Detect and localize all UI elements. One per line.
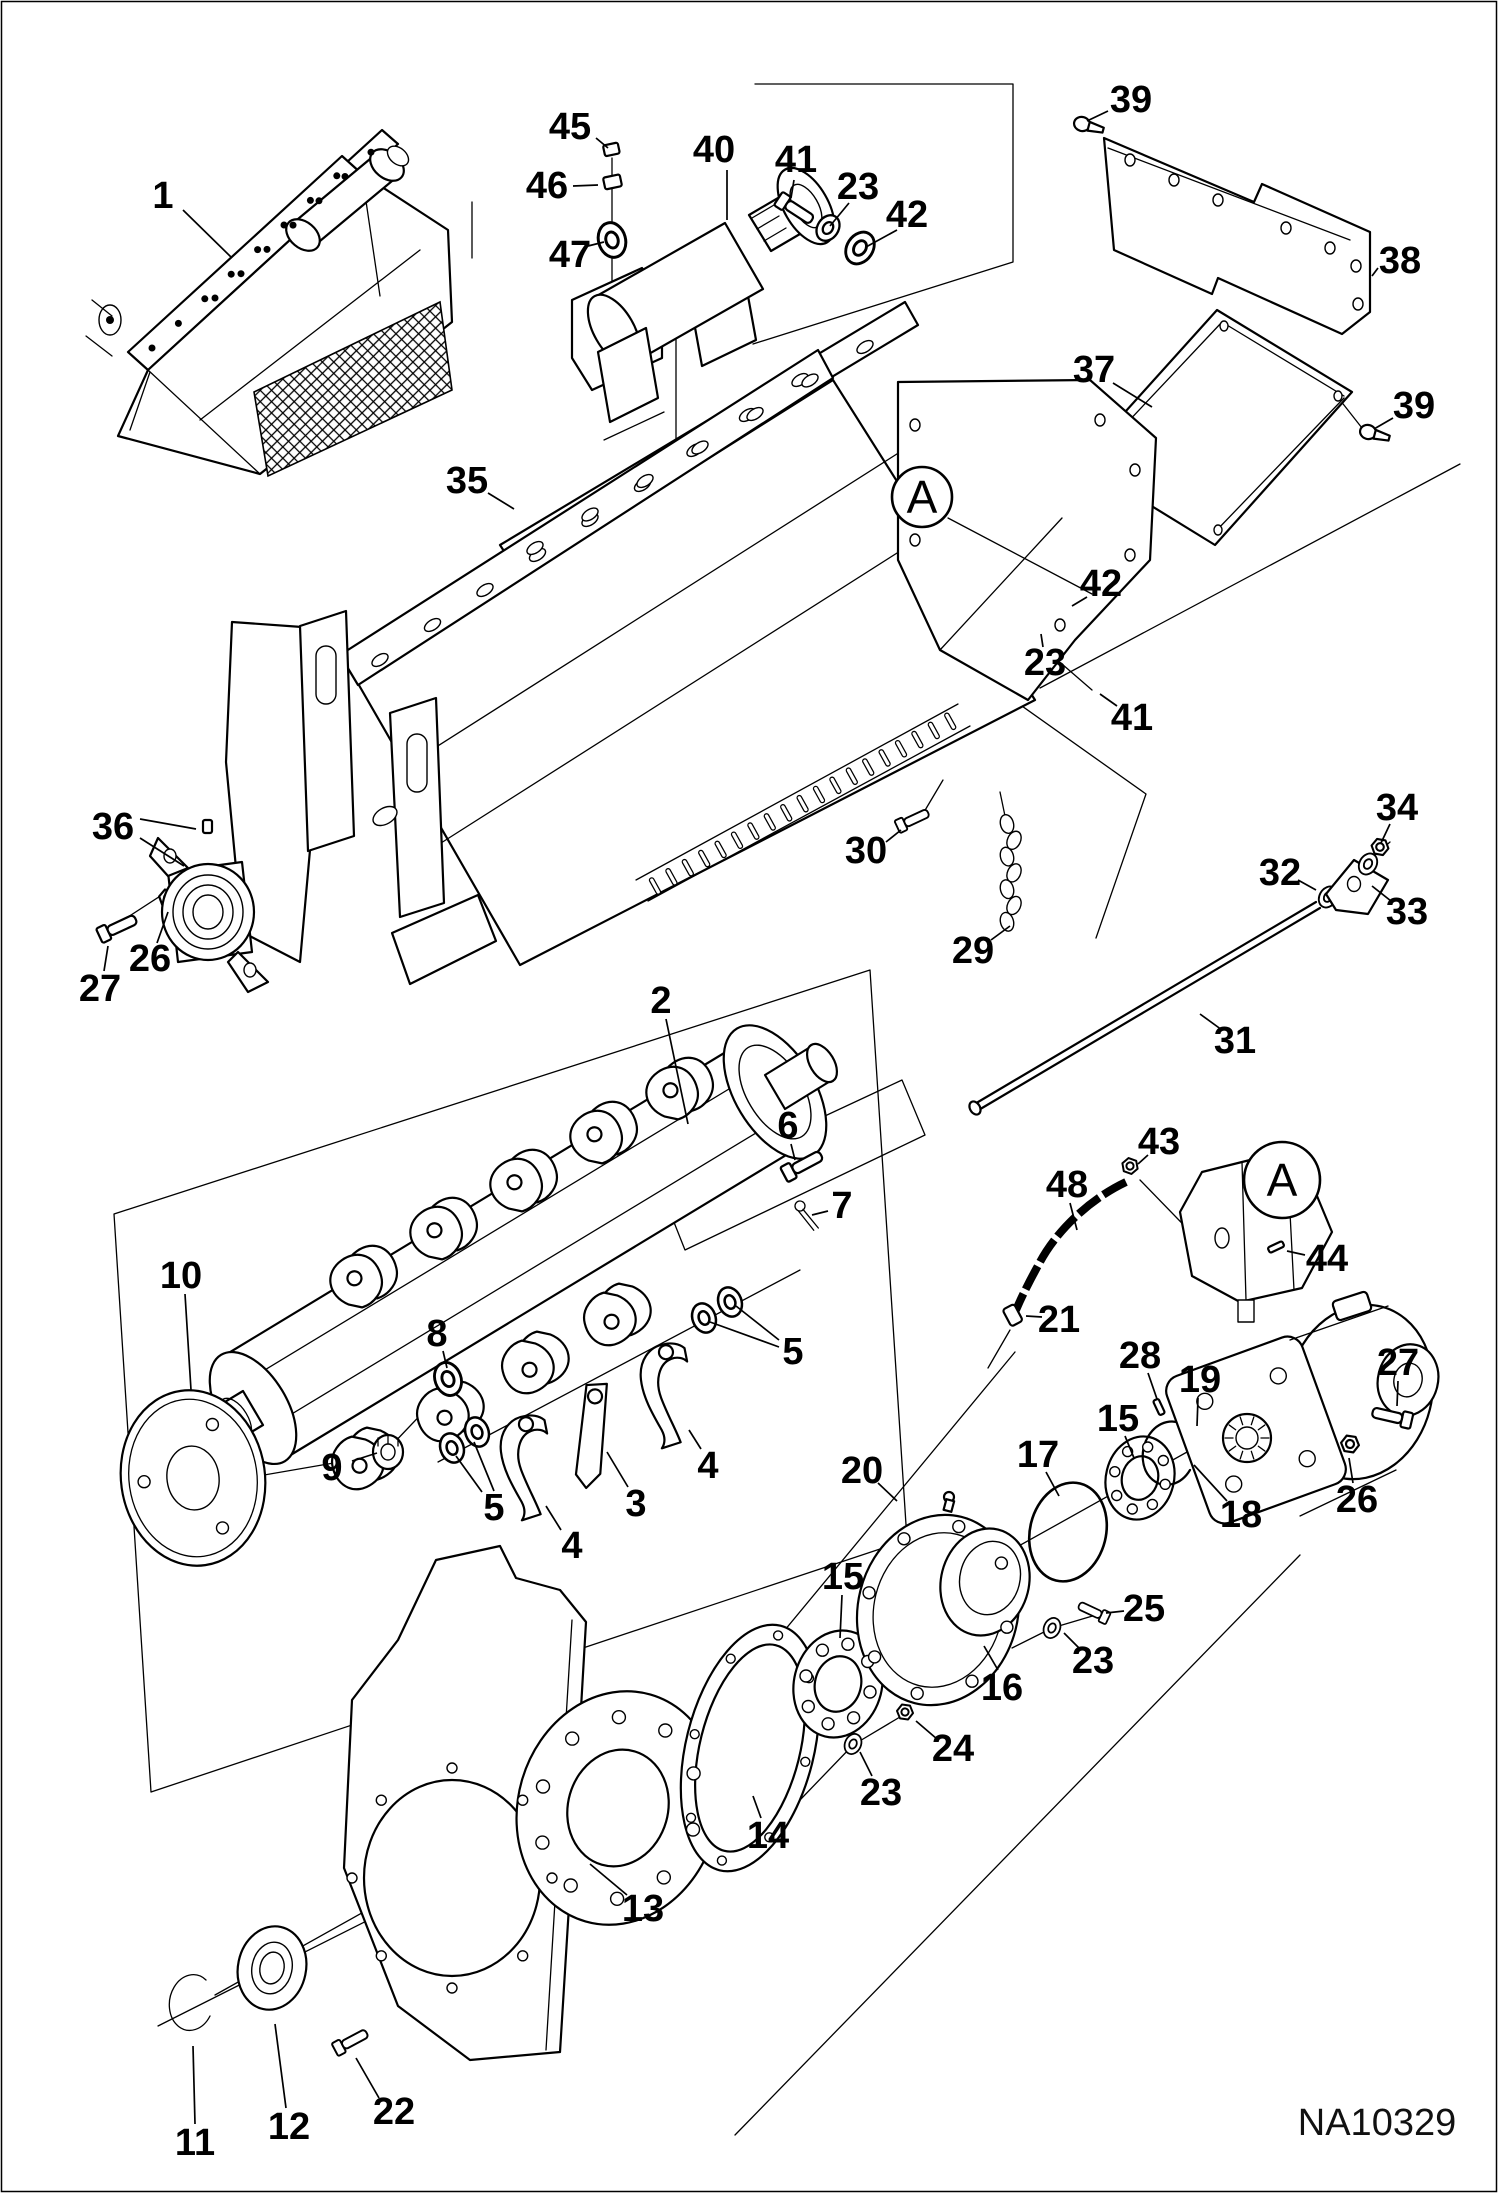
svg-text:9: 9 xyxy=(321,1447,343,1489)
callout-22 xyxy=(356,2058,415,2133)
svg-text:5: 5 xyxy=(782,1331,804,1373)
callout-4 xyxy=(546,1506,583,1567)
callout-28 xyxy=(1119,1335,1161,1399)
anchor-bolt-30 xyxy=(894,806,931,833)
svg-text:28: 28 xyxy=(1118,1335,1162,1377)
svg-text:3: 3 xyxy=(625,1483,647,1525)
svg-text:41: 41 xyxy=(774,139,818,181)
callout-17 xyxy=(1017,1434,1059,1496)
svg-text:46: 46 xyxy=(525,165,569,207)
callout-45 xyxy=(549,106,608,148)
svg-text:42: 42 xyxy=(885,194,929,236)
svg-text:11: 11 xyxy=(174,2122,216,2164)
callout-11 xyxy=(175,2046,215,2164)
svg-text:1: 1 xyxy=(152,175,174,217)
svg-text:29: 29 xyxy=(951,930,995,972)
svg-text:6: 6 xyxy=(777,1105,799,1147)
pin-28 xyxy=(1153,1398,1165,1415)
svg-text:31: 31 xyxy=(1213,1020,1257,1062)
seal-group-bottom-left xyxy=(169,1920,370,2056)
callout-29 xyxy=(952,926,1010,972)
svg-text:15: 15 xyxy=(1096,1398,1140,1440)
svg-text:34: 34 xyxy=(1375,787,1419,829)
svg-text:40: 40 xyxy=(692,129,736,171)
svg-text:A: A xyxy=(1266,1154,1298,1206)
chain-29 xyxy=(998,813,1024,933)
torsion-rod-31 xyxy=(967,838,1390,1116)
svg-text:23: 23 xyxy=(1071,1640,1115,1682)
drawing-code: NA10329 xyxy=(1297,2102,1457,2144)
callout-20 xyxy=(841,1450,897,1501)
svg-text:5: 5 xyxy=(483,1487,505,1529)
callout-38 xyxy=(1372,240,1421,282)
svg-text:4: 4 xyxy=(561,1525,583,1567)
svg-text:26: 26 xyxy=(128,938,172,980)
svg-text:15: 15 xyxy=(821,1556,865,1598)
callout-40 xyxy=(693,129,735,220)
callout-35 xyxy=(446,460,514,509)
callout-30 xyxy=(845,830,901,872)
svg-text:20: 20 xyxy=(840,1450,884,1492)
nut-24 xyxy=(896,1704,914,1720)
svg-text:17: 17 xyxy=(1016,1434,1060,1476)
callout-12 xyxy=(268,2024,310,2148)
svg-text:23: 23 xyxy=(859,1772,903,1814)
svg-text:33: 33 xyxy=(1385,891,1429,933)
svg-text:30: 30 xyxy=(844,830,888,872)
svg-text:44: 44 xyxy=(1305,1238,1349,1280)
svg-text:14: 14 xyxy=(746,1815,790,1857)
callout-1 xyxy=(152,175,232,258)
svg-text:47: 47 xyxy=(548,234,592,276)
svg-text:23: 23 xyxy=(836,166,880,208)
svg-text:27: 27 xyxy=(1376,1342,1420,1384)
callout-42 xyxy=(1072,563,1122,606)
svg-text:32: 32 xyxy=(1258,852,1302,894)
callout-31 xyxy=(1200,1014,1256,1062)
callout-41 xyxy=(1100,694,1153,739)
callout-10 xyxy=(160,1255,202,1390)
svg-text:19: 19 xyxy=(1178,1359,1222,1401)
svg-text:21: 21 xyxy=(1037,1299,1081,1341)
callout-34 xyxy=(1376,787,1418,843)
svg-text:26: 26 xyxy=(1335,1479,1379,1521)
callout-3 xyxy=(607,1452,647,1525)
callout-21 xyxy=(1026,1299,1080,1341)
callout-39 xyxy=(1087,79,1152,121)
svg-text:18: 18 xyxy=(1219,1494,1263,1536)
assembled-unit-thumbnail xyxy=(86,130,452,476)
detail-marker-A xyxy=(892,467,952,527)
callout-4 xyxy=(689,1430,719,1487)
callout-25 xyxy=(1106,1588,1165,1630)
svg-text:27: 27 xyxy=(78,968,122,1010)
deflector-bracket-38 xyxy=(1104,138,1370,334)
callout-23 xyxy=(1064,1633,1114,1682)
detail-marker-A xyxy=(1244,1142,1320,1218)
bolt-25 xyxy=(1076,1599,1110,1624)
svg-text:2: 2 xyxy=(650,980,672,1022)
svg-text:22: 22 xyxy=(372,2091,416,2133)
callout-5 xyxy=(710,1306,804,1373)
callout-27 xyxy=(79,946,121,1010)
svg-text:48: 48 xyxy=(1045,1164,1089,1206)
svg-text:43: 43 xyxy=(1137,1121,1181,1163)
svg-text:37: 37 xyxy=(1072,349,1116,391)
callout-46 xyxy=(526,165,598,207)
svg-text:39: 39 xyxy=(1109,79,1153,121)
svg-text:39: 39 xyxy=(1392,385,1436,427)
svg-text:13: 13 xyxy=(621,1888,665,1930)
callout-36 xyxy=(92,806,196,866)
svg-text:36: 36 xyxy=(91,806,135,848)
callout-23 xyxy=(1024,634,1066,684)
bolt-22 xyxy=(331,2027,370,2057)
callout-33 xyxy=(1372,886,1428,933)
svg-text:35: 35 xyxy=(445,460,489,502)
rotor-assembly-2 xyxy=(109,1008,847,1575)
o-ring-17 xyxy=(1019,1474,1117,1589)
svg-text:41: 41 xyxy=(1110,697,1154,739)
svg-text:7: 7 xyxy=(831,1185,853,1227)
svg-text:A: A xyxy=(906,471,938,523)
svg-text:45: 45 xyxy=(548,106,592,148)
svg-text:38: 38 xyxy=(1378,240,1422,282)
callout-47 xyxy=(549,234,604,276)
svg-text:25: 25 xyxy=(1122,1588,1166,1630)
svg-text:24: 24 xyxy=(931,1728,975,1770)
svg-text:10: 10 xyxy=(159,1255,203,1297)
callout-7 xyxy=(812,1185,853,1227)
svg-text:8: 8 xyxy=(426,1313,448,1355)
svg-text:23: 23 xyxy=(1023,642,1067,684)
svg-text:12: 12 xyxy=(267,2106,311,2148)
callout-23 xyxy=(860,1752,902,1814)
svg-text:42: 42 xyxy=(1079,563,1123,605)
svg-text:16: 16 xyxy=(980,1667,1024,1709)
callout-23 xyxy=(830,166,879,226)
callout-39 xyxy=(1374,385,1435,429)
callout-24 xyxy=(916,1721,974,1770)
callout-32 xyxy=(1259,852,1316,894)
callout-43 xyxy=(1138,1121,1180,1164)
svg-text:4: 4 xyxy=(697,1445,719,1487)
